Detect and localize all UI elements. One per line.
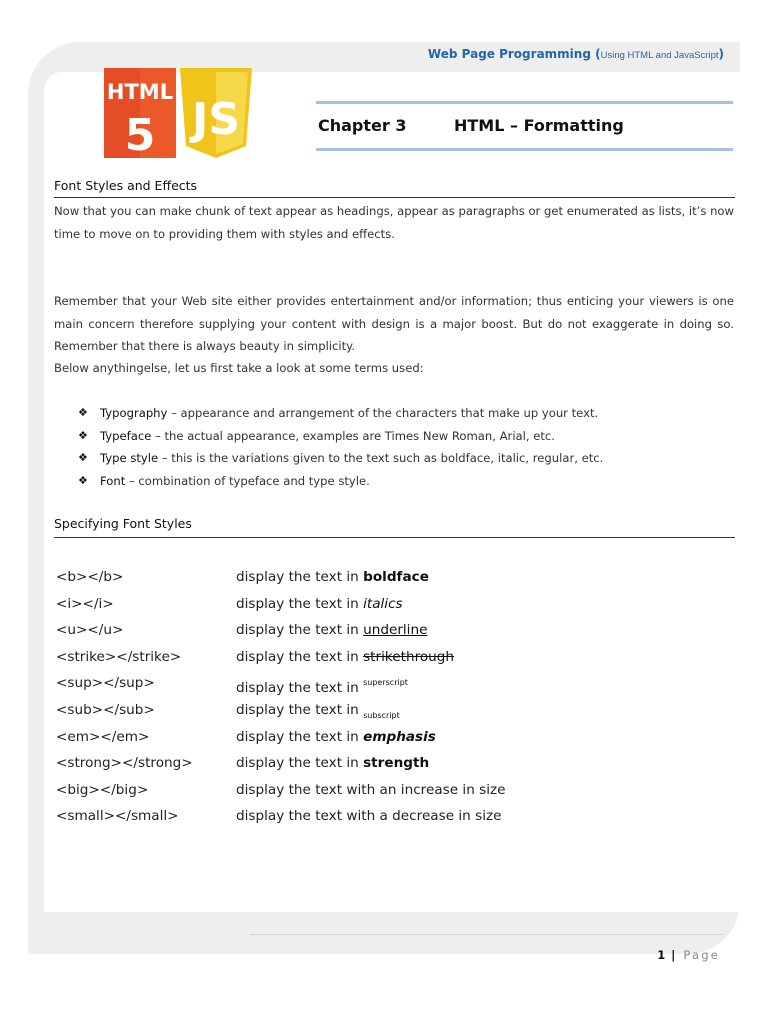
style-sample: emphasis [363, 728, 436, 745]
html5-logo-number: 5 [124, 110, 156, 158]
list-item [78, 470, 738, 493]
tag-code: <b></b> [56, 569, 124, 585]
section-heading-specifying-font-styles: Specifying Font Styles [54, 516, 192, 531]
chapter-heading [318, 116, 624, 135]
table-row [56, 564, 736, 591]
tag-description: display the text in [236, 728, 364, 745]
html5-logo-icon [104, 68, 176, 158]
style-sample: strength [363, 755, 430, 772]
term-name: Font [100, 473, 126, 488]
js-logo-text: JS [191, 94, 241, 145]
chapter-rule-top [316, 101, 733, 104]
design-paragraph: Remember that your Web site either provides entertainment and/or information; thus enticing your viewers is one main concern therefore supplying your content with design is a major boost. But do not exaggerate in doing so. Remember that there is always beauty in simplicity. [54, 294, 734, 353]
diamond-bullet-icon: ❖ [78, 451, 88, 464]
footer-divider [250, 934, 724, 935]
list-item [78, 425, 738, 448]
tag-description: display the text with a decrease in size [236, 808, 502, 825]
tag-code: <sub></sub> [56, 701, 155, 718]
style-sample: underline [363, 622, 428, 639]
header-paren-close: ) [718, 47, 724, 61]
footer-separator: | [671, 948, 678, 962]
table-row [56, 750, 736, 777]
intro-paragraph: Now that you can make chunk of text appear as headings, appear as paragraphs or get enumerated as lists, it’s now time to move on to providing them with styles and effects. [54, 204, 734, 241]
tag-code: <small></small> [56, 808, 179, 825]
term-name: Typeface [100, 428, 152, 443]
diamond-bullet-icon: ❖ [78, 428, 88, 442]
terms-intro-paragraph: Below anythingelse, let us first take a look at some terms used: [54, 361, 424, 375]
term-name: Type style [100, 451, 159, 465]
table-row [56, 617, 736, 644]
page-footer [657, 948, 720, 962]
chapter-number: Chapter 3 [318, 116, 407, 135]
table-row [56, 777, 736, 804]
style-sample: boldface [363, 569, 429, 585]
tag-description: display the text with an increase in size [236, 781, 506, 798]
section-divider [54, 537, 735, 538]
js-logo-icon [178, 68, 254, 158]
term-desc: – the actual appearance, examples are Times New Roman, Arial, etc. [151, 428, 555, 443]
term-desc: – combination of typeface and type style. [125, 473, 370, 488]
style-sample: superscript [363, 678, 408, 688]
tag-description: display the text in [236, 569, 364, 585]
tag-code: <strong></strong> [56, 755, 193, 772]
terms-list [78, 402, 738, 492]
tag-description: display the text in [236, 648, 364, 665]
chapter-rule-bottom [316, 148, 733, 151]
tag-description: display the text in [236, 595, 364, 612]
html5-js-logo [104, 68, 254, 158]
page-label: Page [683, 948, 720, 962]
page-number: 1 [657, 948, 666, 962]
table-row [56, 724, 736, 751]
tag-description: display the text in [236, 622, 364, 639]
term-desc: – this is the variations given to the text such as boldface, italic, regular, etc. [158, 451, 604, 465]
tag-code: <sup></sup> [56, 675, 155, 692]
section-divider [54, 197, 735, 198]
table-row [56, 591, 736, 618]
table-row [56, 644, 736, 671]
tag-code: <em></em> [56, 728, 150, 745]
header-title-main: Web Page Programming [427, 47, 591, 61]
tag-description: display the text in [236, 701, 364, 718]
style-sample: strikethrough [363, 648, 455, 665]
tag-code: <strike></strike> [56, 648, 182, 665]
html5-logo-word: HTML [106, 80, 174, 104]
term-desc: – appearance and arrangement of the characters that make up your text. [167, 406, 599, 420]
list-item [78, 447, 738, 470]
tag-description: display the text in [236, 755, 364, 772]
table-row [56, 670, 736, 697]
table-row [56, 697, 736, 724]
tag-code: <big></big> [56, 781, 149, 798]
style-sample: subscript [363, 710, 400, 720]
header-title-subtitle: Using HTML and JavaScript [600, 50, 719, 61]
diamond-bullet-icon: ❖ [78, 473, 88, 487]
document-header [428, 47, 724, 61]
header-paren-open: ( [595, 47, 601, 61]
list-item [78, 402, 738, 425]
diamond-bullet-icon: ❖ [78, 406, 88, 419]
tag-code: <i></i> [56, 595, 114, 612]
table-row [56, 803, 736, 830]
chapter-title: HTML – Formatting [454, 116, 624, 135]
tag-description: display the text in [236, 680, 364, 697]
tag-code: <u></u> [56, 622, 124, 639]
term-name: Typography [100, 406, 168, 420]
font-style-tag-table [56, 564, 736, 830]
style-sample: italics [363, 595, 403, 612]
section-heading-font-styles: Font Styles and Effects [54, 178, 198, 193]
